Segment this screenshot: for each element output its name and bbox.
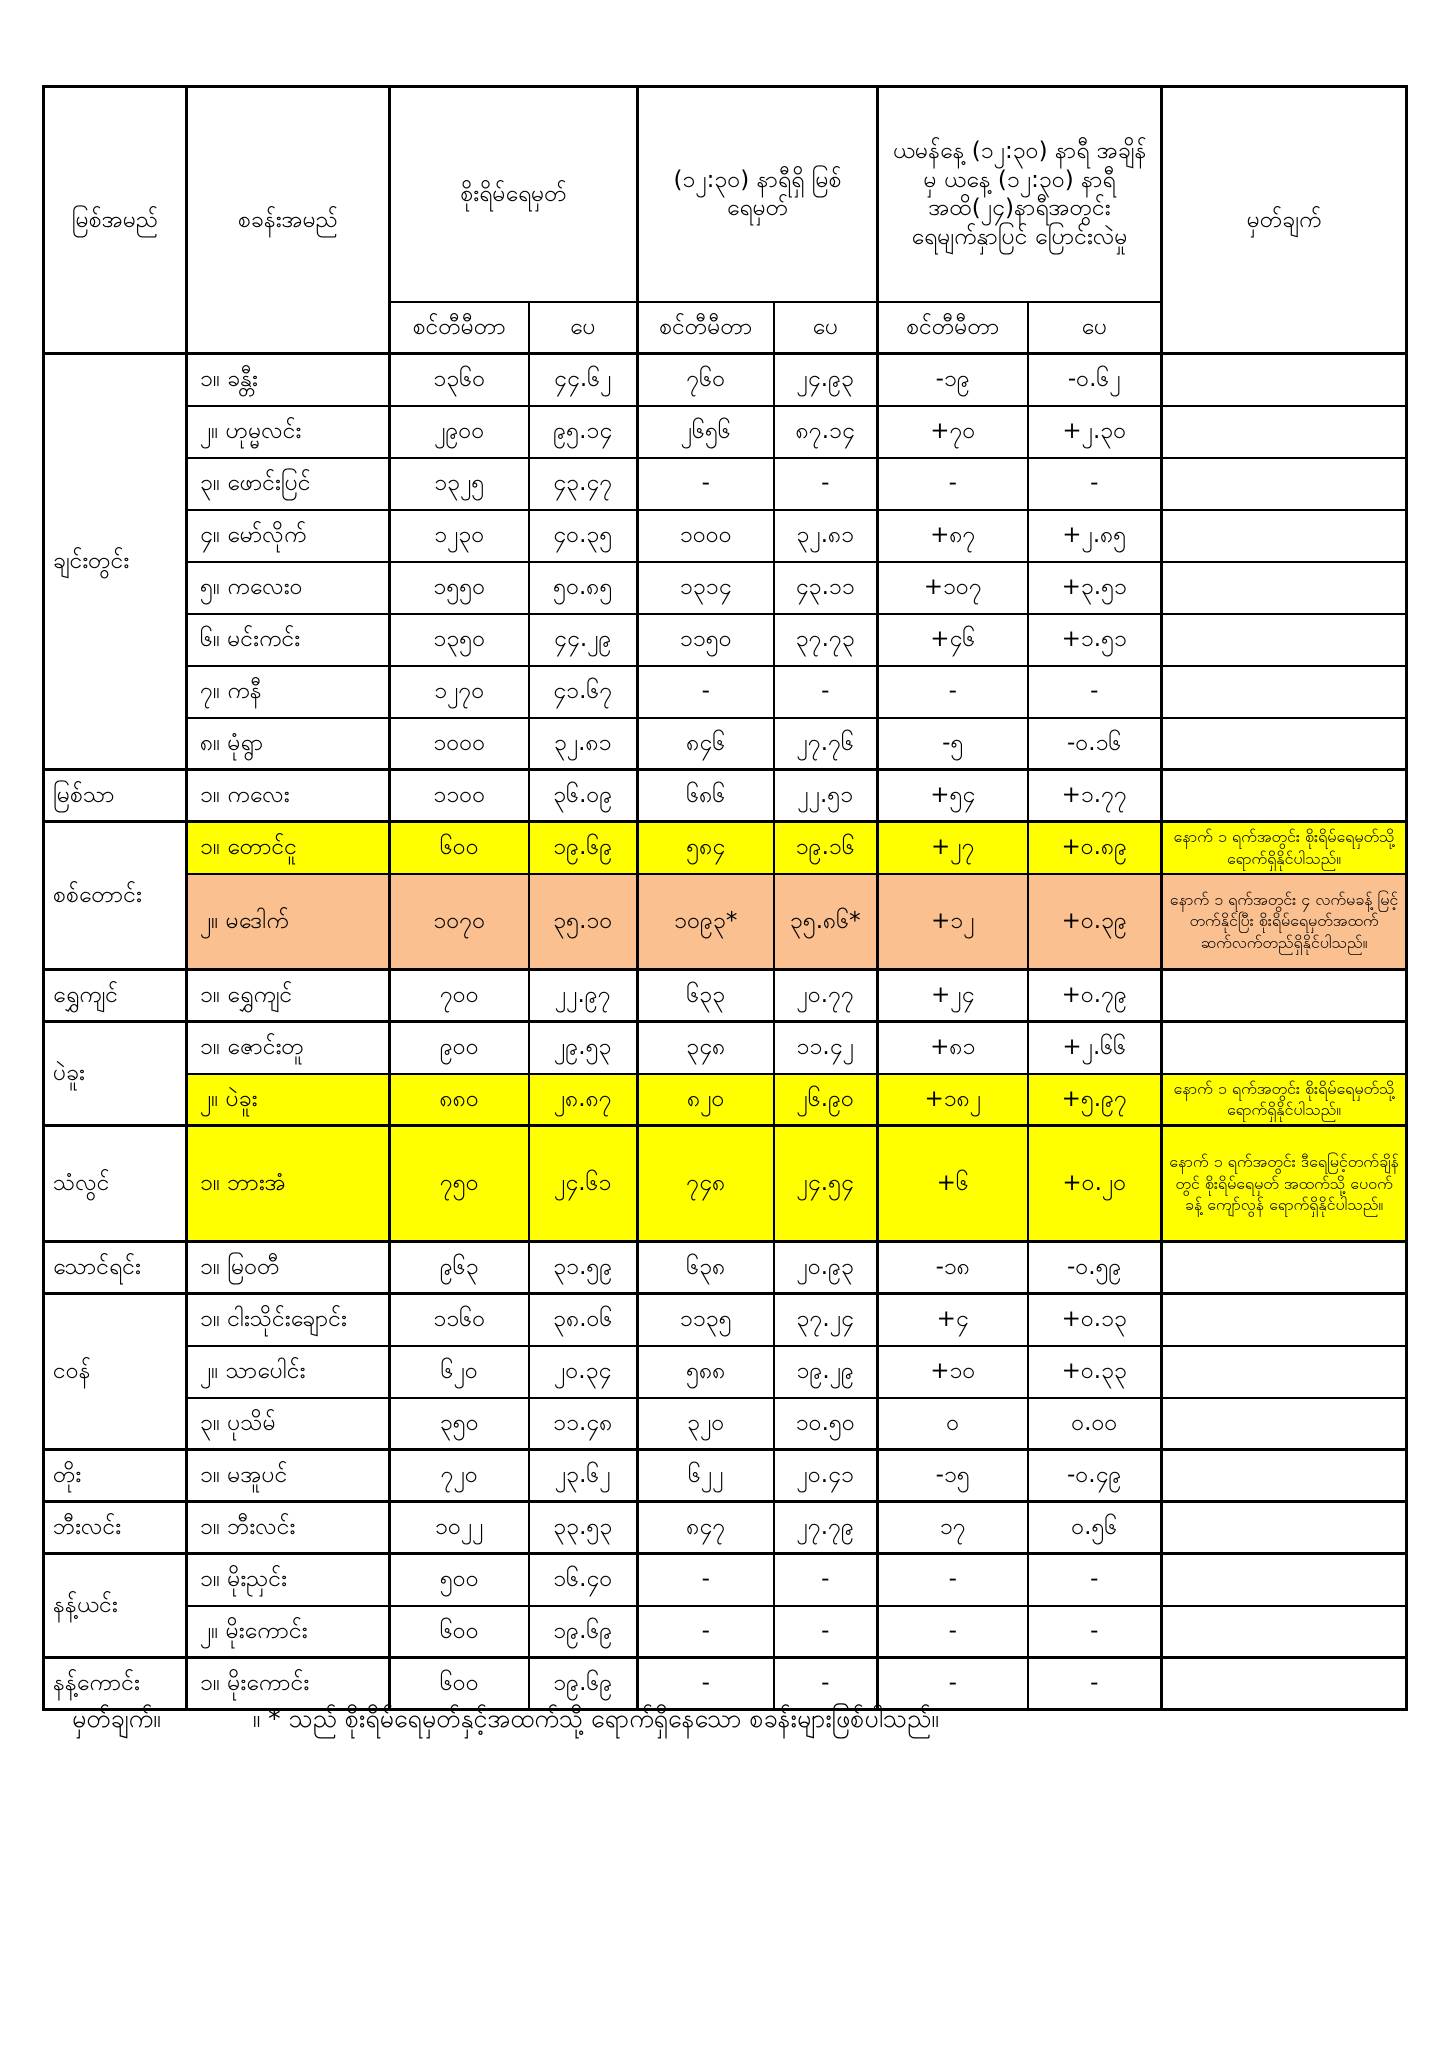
- danger-ft-cell: ၁၆.၄၀: [529, 1554, 638, 1606]
- change-cm-cell: +၂၄: [878, 970, 1028, 1022]
- current-cm-cell: ၇၆၀: [638, 354, 774, 406]
- change-ft-cell: -၀.၄၉: [1028, 1450, 1162, 1502]
- danger-ft-cell: ၄၄.၂၉: [529, 614, 638, 666]
- current-ft-cell: ၃၅.၈၆*: [774, 874, 878, 970]
- current-ft-cell: ၃၂.၈၁: [774, 510, 878, 562]
- danger-cm-cell: ၁၂၇၀: [390, 666, 529, 718]
- current-ft-cell: ၂၄.၅၄: [774, 1126, 878, 1242]
- change-ft-cell: +၀.၃၉: [1028, 874, 1162, 970]
- change-ft-cell: +၂.၈၅: [1028, 510, 1162, 562]
- subheader-change-cm: စင်တီမီတာ: [878, 302, 1028, 354]
- station-name-cell: ၃။ ဖောင်းပြင်: [187, 458, 390, 510]
- change-cm-cell: +၆: [878, 1126, 1028, 1242]
- station-name-cell: ၆။ မင်းကင်း: [187, 614, 390, 666]
- station-name-cell: ၁။ မိုးကောင်း: [187, 1658, 390, 1710]
- header-24h-change: ယမန်နေ့ (၁၂:၃၀) နာရီ အချိန်မှ ယနေ့ (၁၂:၃၀) နာရီအထိ(၂၄)နာရီအတွင်း ရေမျက်နှာပြင် ပြောင်းလဲမှု: [878, 87, 1162, 302]
- river-name-cell: မြစ်သာ: [44, 770, 187, 822]
- change-cm-cell: +၁၀၇: [878, 562, 1028, 614]
- danger-cm-cell: ၃၅၀: [390, 1398, 529, 1450]
- current-ft-cell: ၂၀.၉၃: [774, 1242, 878, 1294]
- change-ft-cell: +၀.၁၃: [1028, 1294, 1162, 1346]
- change-cm-cell: -၁၉: [878, 354, 1028, 406]
- current-ft-cell: ၂၇.၇၉: [774, 1502, 878, 1554]
- danger-ft-cell: ၃၈.၀၆: [529, 1294, 638, 1346]
- table-row: [44, 406, 1407, 458]
- river-name-cell: ဘီးလင်း: [44, 1502, 187, 1554]
- header-current-level: (၁၂:၃၀) နာရီရှိ မြစ်ရေမှတ်: [638, 87, 878, 302]
- change-ft-cell: +၀.၈၉: [1028, 822, 1162, 874]
- subheader-danger-cm: စင်တီမီတာ: [390, 302, 529, 354]
- current-cm-cell: ၈၄၇: [638, 1502, 774, 1554]
- change-ft-cell: -: [1028, 1554, 1162, 1606]
- remark-cell: နောက် ၁ ရက်အတွင်း စိုးရိမ်ရေမှတ်သို့ရောက်ရှိနိုင်ပါသည်။: [1162, 822, 1407, 874]
- change-cm-cell: ၁၇: [878, 1502, 1028, 1554]
- change-cm-cell: -၁၅: [878, 1450, 1028, 1502]
- table-row: [44, 458, 1407, 510]
- change-cm-cell: +၇၀: [878, 406, 1028, 458]
- current-ft-cell: ၃၇.၂၄: [774, 1294, 878, 1346]
- current-cm-cell: ၁၁၃၅: [638, 1294, 774, 1346]
- station-name-cell: ၁။ မအူပင်: [187, 1450, 390, 1502]
- danger-cm-cell: ၆၀၀: [390, 822, 529, 874]
- danger-ft-cell: ၃၅.၁၀: [529, 874, 638, 970]
- table-row: [44, 562, 1407, 614]
- remark-cell: [1162, 718, 1407, 770]
- danger-ft-cell: ၃၂.၈၁: [529, 718, 638, 770]
- change-ft-cell: +၂.၆၆: [1028, 1022, 1162, 1074]
- table-row: [44, 718, 1407, 770]
- remark-cell: [1162, 510, 1407, 562]
- subheader-current-cm: စင်တီမီတာ: [638, 302, 774, 354]
- change-cm-cell: -: [878, 1658, 1028, 1710]
- change-ft-cell: +၅.၉၇: [1028, 1074, 1162, 1126]
- danger-cm-cell: ၁၁၀၀: [390, 770, 529, 822]
- danger-ft-cell: ၄၁.၆၇: [529, 666, 638, 718]
- danger-cm-cell: ၆၀၀: [390, 1606, 529, 1658]
- danger-cm-cell: ၁၁၆၀: [390, 1294, 529, 1346]
- danger-cm-cell: ၁၀၀၀: [390, 718, 529, 770]
- danger-cm-cell: ၁၀၇၀: [390, 874, 529, 970]
- current-cm-cell: ၈၄၆: [638, 718, 774, 770]
- current-cm-cell: ၆၈၆: [638, 770, 774, 822]
- footnote-text: ။ * သည် စိုးရိမ်ရေမှတ်နှင့်အထက်သို့ ရောက်ရှိနေသော စခန်းများဖြစ်ပါသည်။: [252, 1704, 939, 1733]
- danger-ft-cell: ၃၃.၅၃: [529, 1502, 638, 1554]
- current-ft-cell: ၁၉.၁၆: [774, 822, 878, 874]
- change-ft-cell: -: [1028, 458, 1162, 510]
- table-row: [44, 1126, 1407, 1242]
- danger-cm-cell: ၁၀၂၂: [390, 1502, 529, 1554]
- current-ft-cell: -: [774, 1554, 878, 1606]
- current-ft-cell: ၈၇.၁၄: [774, 406, 878, 458]
- remark-cell: [1162, 406, 1407, 458]
- table-row: [44, 1450, 1407, 1502]
- header-station-name: စခန်းအမည်: [187, 87, 390, 354]
- change-cm-cell: -၅: [878, 718, 1028, 770]
- danger-ft-cell: ၁၉.၆၉: [529, 1658, 638, 1710]
- change-ft-cell: ၀.၅၆: [1028, 1502, 1162, 1554]
- current-ft-cell: ၂၀.၇၇: [774, 970, 878, 1022]
- danger-ft-cell: ၁၁.၄၈: [529, 1398, 638, 1450]
- station-name-cell: ၁။ ခန္တီး: [187, 354, 390, 406]
- remark-cell: [1162, 1606, 1407, 1658]
- table-row: [44, 1606, 1407, 1658]
- change-cm-cell: -: [878, 666, 1028, 718]
- danger-cm-cell: ၆၂၀: [390, 1346, 529, 1398]
- change-cm-cell: ၀: [878, 1398, 1028, 1450]
- change-ft-cell: ၀.၀၀: [1028, 1398, 1162, 1450]
- station-name-cell: ၁။ ဘီးလင်း: [187, 1502, 390, 1554]
- change-cm-cell: +၅၄: [878, 770, 1028, 822]
- footnote-label: မှတ်ချက်။: [72, 1704, 161, 1733]
- danger-ft-cell: ၅၀.၈၅: [529, 562, 638, 614]
- change-cm-cell: -: [878, 458, 1028, 510]
- change-cm-cell: +၄၆: [878, 614, 1028, 666]
- danger-cm-cell: ၁၂၃၀: [390, 510, 529, 562]
- danger-ft-cell: ၂၈.၈၇: [529, 1074, 638, 1126]
- river-name-cell: ငဝန်: [44, 1294, 187, 1450]
- remark-cell: [1162, 1554, 1407, 1606]
- table-row: [44, 970, 1407, 1022]
- station-name-cell: ၁။ ဇောင်းတူ: [187, 1022, 390, 1074]
- danger-ft-cell: ၄၄.၆၂: [529, 354, 638, 406]
- remark-cell: [1162, 458, 1407, 510]
- change-ft-cell: +၀.၇၉: [1028, 970, 1162, 1022]
- table-row: [44, 1658, 1407, 1710]
- remark-cell: နောက် ၁ ရက်အတွင်း ဒီရေမြင့်တက်ချိန်တွင် စိုးရိမ်ရေမှတ် အထက်သို့ ပေဝက်ခန့် ကျော်လွန် ရောက်ရှိနိုင်ပါသည်။: [1162, 1126, 1407, 1242]
- remark-cell: [1162, 1294, 1407, 1346]
- table-row: [44, 1398, 1407, 1450]
- danger-ft-cell: ၉၅.၁၄: [529, 406, 638, 458]
- remark-cell: [1162, 970, 1407, 1022]
- current-ft-cell: -: [774, 1606, 878, 1658]
- station-name-cell: ၁။ ဘားအံ: [187, 1126, 390, 1242]
- table-row: [44, 354, 1407, 406]
- station-name-cell: ၁။ မိုးညှင်း: [187, 1554, 390, 1606]
- remark-cell: [1162, 1450, 1407, 1502]
- remark-cell: [1162, 1242, 1407, 1294]
- table-row: [44, 1294, 1407, 1346]
- current-ft-cell: ၃၇.၇၃: [774, 614, 878, 666]
- river-name-cell: နန့်ကောင်း: [44, 1658, 187, 1710]
- change-cm-cell: +၁၂: [878, 874, 1028, 970]
- change-ft-cell: +၂.၃၀: [1028, 406, 1162, 458]
- header-danger-level: စိုးရိမ်ရေမှတ်: [390, 87, 638, 302]
- change-ft-cell: -၀.၆၂: [1028, 354, 1162, 406]
- current-cm-cell: -: [638, 1554, 774, 1606]
- current-cm-cell: ၆၃၈: [638, 1242, 774, 1294]
- change-ft-cell: +၀.၂၀: [1028, 1126, 1162, 1242]
- change-ft-cell: -: [1028, 1606, 1162, 1658]
- danger-ft-cell: ၂၃.၆၂: [529, 1450, 638, 1502]
- current-ft-cell: ၂၆.၉၀: [774, 1074, 878, 1126]
- subheader-change-ft: ပေ: [1028, 302, 1162, 354]
- current-ft-cell: ၂၄.၉၃: [774, 354, 878, 406]
- river-name-cell: သောင်ရင်း: [44, 1242, 187, 1294]
- current-ft-cell: -: [774, 666, 878, 718]
- table-row: [44, 1346, 1407, 1398]
- change-ft-cell: +၀.၃၃: [1028, 1346, 1162, 1398]
- table-header: [44, 87, 1407, 354]
- current-cm-cell: ၂၆၅၆: [638, 406, 774, 458]
- danger-cm-cell: ၅၀၀: [390, 1554, 529, 1606]
- current-cm-cell: ၁၀၉၃*: [638, 874, 774, 970]
- table-row: [44, 510, 1407, 562]
- current-cm-cell: -: [638, 666, 774, 718]
- table-row: [44, 1022, 1407, 1074]
- current-ft-cell: ၂၂.၅၁: [774, 770, 878, 822]
- change-ft-cell: -၀.၁၆: [1028, 718, 1162, 770]
- table-body: [44, 354, 1407, 1710]
- remark-cell: [1162, 354, 1407, 406]
- station-name-cell: ၁။ ကလေး: [187, 770, 390, 822]
- change-ft-cell: -၀.၅၉: [1028, 1242, 1162, 1294]
- current-cm-cell: ၅၈၄: [638, 822, 774, 874]
- table-row: [44, 822, 1407, 874]
- remark-cell: [1162, 562, 1407, 614]
- current-ft-cell: ၂၀.၄၁: [774, 1450, 878, 1502]
- remark-cell: [1162, 1346, 1407, 1398]
- change-cm-cell: -: [878, 1606, 1028, 1658]
- current-ft-cell: -: [774, 458, 878, 510]
- station-name-cell: ၈။ မုံရွာ: [187, 718, 390, 770]
- remark-cell: နောက် ၁ ရက်အတွင်း စိုးရိမ်ရေမှတ်သို့ရောက်ရှိနိုင်ပါသည်။: [1162, 1074, 1407, 1126]
- river-name-cell: နန့်ယင်း: [44, 1554, 187, 1658]
- river-name-cell: ရွှေကျင်: [44, 970, 187, 1022]
- change-cm-cell: +၈၁: [878, 1022, 1028, 1074]
- table-row: [44, 614, 1407, 666]
- change-cm-cell: -: [878, 1554, 1028, 1606]
- station-name-cell: ၁။ တောင်ငူ: [187, 822, 390, 874]
- change-ft-cell: -: [1028, 666, 1162, 718]
- danger-ft-cell: ၂၉.၅၃: [529, 1022, 638, 1074]
- current-cm-cell: ၁၀၀၀: [638, 510, 774, 562]
- river-name-cell: တိုး: [44, 1450, 187, 1502]
- current-cm-cell: ၃၂၀: [638, 1398, 774, 1450]
- header-river-name: မြစ်အမည်: [44, 87, 187, 354]
- station-name-cell: ၁။ ရွှေကျင်: [187, 970, 390, 1022]
- station-name-cell: ၂။ မဒေါက်: [187, 874, 390, 970]
- danger-ft-cell: ၁၉.၆၉: [529, 822, 638, 874]
- danger-cm-cell: ၈၈၀: [390, 1074, 529, 1126]
- table-row: [44, 1074, 1407, 1126]
- danger-cm-cell: ၆၀၀: [390, 1658, 529, 1710]
- remark-cell: [1162, 770, 1407, 822]
- danger-ft-cell: ၁၉.၆၉: [529, 1606, 638, 1658]
- table-row: [44, 770, 1407, 822]
- current-cm-cell: ၈၂၀: [638, 1074, 774, 1126]
- danger-ft-cell: ၃၆.၀၉: [529, 770, 638, 822]
- change-cm-cell: -၁၈: [878, 1242, 1028, 1294]
- river-name-cell: စစ်တောင်း: [44, 822, 187, 970]
- table-row: [44, 1502, 1407, 1554]
- change-cm-cell: +၄: [878, 1294, 1028, 1346]
- change-ft-cell: -: [1028, 1658, 1162, 1710]
- current-ft-cell: ၁၉.၂၉: [774, 1346, 878, 1398]
- remark-cell: [1162, 666, 1407, 718]
- remark-cell: [1162, 1658, 1407, 1710]
- river-name-cell: ပဲခူး: [44, 1022, 187, 1126]
- remark-cell: [1162, 614, 1407, 666]
- river-name-cell: သံလွင်: [44, 1126, 187, 1242]
- danger-cm-cell: ၁၃၅၀: [390, 614, 529, 666]
- current-ft-cell: -: [774, 1658, 878, 1710]
- change-cm-cell: +၈၇: [878, 510, 1028, 562]
- table-row: [44, 666, 1407, 718]
- change-cm-cell: +၂၇: [878, 822, 1028, 874]
- table-row: [44, 1242, 1407, 1294]
- station-name-cell: ၂။ သာပေါင်း: [187, 1346, 390, 1398]
- danger-ft-cell: ၄၃.၄၇: [529, 458, 638, 510]
- danger-cm-cell: ၁၅၅၀: [390, 562, 529, 614]
- station-name-cell: ၅။ ကလေးဝ: [187, 562, 390, 614]
- danger-cm-cell: ၁၃၂၅: [390, 458, 529, 510]
- station-name-cell: ၂။ ဟုမ္မလင်း: [187, 406, 390, 458]
- current-cm-cell: -: [638, 458, 774, 510]
- change-ft-cell: +၃.၅၁: [1028, 562, 1162, 614]
- remark-cell: [1162, 1502, 1407, 1554]
- current-ft-cell: ၁၁.၄၂: [774, 1022, 878, 1074]
- danger-ft-cell: ၂၂.၉၇: [529, 970, 638, 1022]
- change-ft-cell: +၁.၇၇: [1028, 770, 1162, 822]
- danger-cm-cell: ၉၀၀: [390, 1022, 529, 1074]
- table-row: [44, 1554, 1407, 1606]
- station-name-cell: ၂။ ပဲခူး: [187, 1074, 390, 1126]
- river-water-level-table: [42, 85, 1408, 1711]
- current-cm-cell: -: [638, 1658, 774, 1710]
- header-remark: မှတ်ချက်: [1162, 87, 1407, 354]
- current-cm-cell: ၇၄၈: [638, 1126, 774, 1242]
- danger-cm-cell: ၇၀၀: [390, 970, 529, 1022]
- current-cm-cell: ၆၂၂: [638, 1450, 774, 1502]
- station-name-cell: ၁။ မြဝတီ: [187, 1242, 390, 1294]
- current-ft-cell: ၁၀.၅၀: [774, 1398, 878, 1450]
- danger-ft-cell: ၃၁.၅၉: [529, 1242, 638, 1294]
- station-name-cell: ၁။ ငါးသိုင်းချောင်း: [187, 1294, 390, 1346]
- subheader-current-ft: ပေ: [774, 302, 878, 354]
- current-ft-cell: ၄၃.၁၁: [774, 562, 878, 614]
- danger-cm-cell: ၉၆၃: [390, 1242, 529, 1294]
- change-cm-cell: +၁၈၂: [878, 1074, 1028, 1126]
- river-name-cell: ချင်းတွင်း: [44, 354, 187, 770]
- danger-cm-cell: ၁၃၆၀: [390, 354, 529, 406]
- remark-cell: [1162, 1022, 1407, 1074]
- current-cm-cell: ၆၃၃: [638, 970, 774, 1022]
- station-name-cell: ၄။ မော်လိုက်: [187, 510, 390, 562]
- danger-cm-cell: ၇၅၀: [390, 1126, 529, 1242]
- current-ft-cell: ၂၇.၇၆: [774, 718, 878, 770]
- station-name-cell: ၃။ ပုသိမ်: [187, 1398, 390, 1450]
- danger-cm-cell: ၇၂၀: [390, 1450, 529, 1502]
- footnote: [72, 1703, 1402, 1740]
- station-name-cell: ၇။ ကနီ: [187, 666, 390, 718]
- subheader-danger-ft: ပေ: [529, 302, 638, 354]
- current-cm-cell: ၅၈၈: [638, 1346, 774, 1398]
- current-cm-cell: -: [638, 1606, 774, 1658]
- danger-ft-cell: ၂၄.၆၁: [529, 1126, 638, 1242]
- change-cm-cell: +၁၀: [878, 1346, 1028, 1398]
- station-name-cell: ၂။ မိုးကောင်း: [187, 1606, 390, 1658]
- danger-ft-cell: ၂၀.၃၄: [529, 1346, 638, 1398]
- remark-cell: နောက် ၁ ရက်အတွင်း ၄ လက်မခန့် မြင့်တက်နိုင်ပြီး စိုးရိမ်ရေမှတ်အထက် ဆက်လက်တည်ရှိနိုင်ပါသည်။: [1162, 874, 1407, 970]
- danger-cm-cell: ၂၉၀၀: [390, 406, 529, 458]
- current-cm-cell: ၃၄၈: [638, 1022, 774, 1074]
- remark-cell: [1162, 1398, 1407, 1450]
- current-cm-cell: ၁၁၅၀: [638, 614, 774, 666]
- table-row: [44, 874, 1407, 970]
- danger-ft-cell: ၄၀.၃၅: [529, 510, 638, 562]
- change-ft-cell: +၁.၅၁: [1028, 614, 1162, 666]
- current-cm-cell: ၁၃၁၄: [638, 562, 774, 614]
